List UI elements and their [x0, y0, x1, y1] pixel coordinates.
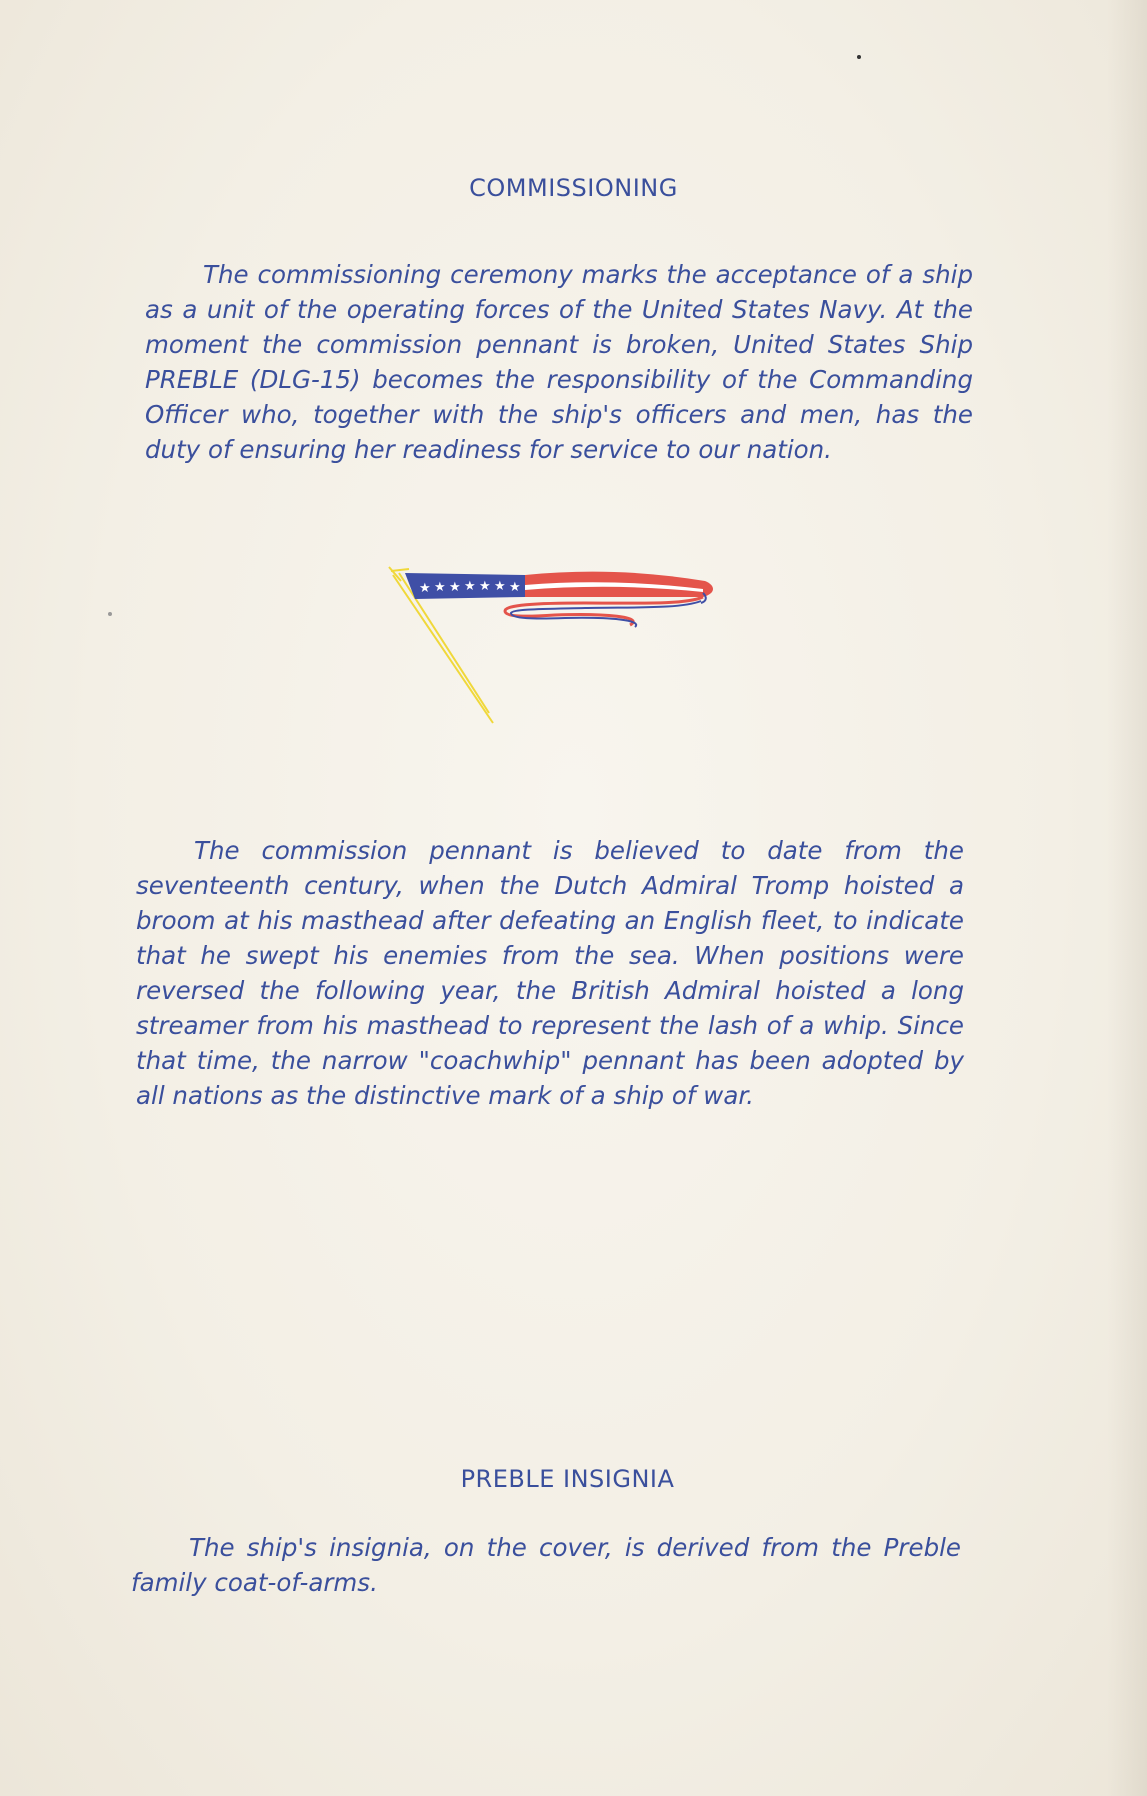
- svg-text:★: ★: [449, 580, 461, 595]
- svg-text:★: ★: [419, 581, 431, 596]
- pennant-history-paragraph: The commission pennant is believed to date from the seventeenth century, when the Dutch Admiral Tromp hoisted a broom at his masthead after defeating an English fleet, to indicate that he swept his enemies from the sea. When positions were reversed the following year, the British Admiral hoisted a long streamer from his masthead to represent the lash of a whip. Since that time, the narrow "coachwhip" pennant has been adopted by all nations as the distinctive mark of a ship of war.: [136, 836, 964, 1110]
- svg-text:★: ★: [434, 580, 446, 595]
- commissioning-heading: COMMISSIONING: [469, 174, 678, 202]
- pennant-streamer: [405, 572, 713, 627]
- pennant-stars: [419, 579, 521, 596]
- svg-text:★: ★: [494, 579, 506, 594]
- insignia-paragraph: The ship's insignia, on the cover, is derived from the Preble family coat-of-arms.: [131, 1533, 961, 1597]
- svg-text:★: ★: [479, 579, 491, 594]
- commissioning-paragraph: The commissioning ceremony marks the acceptance of a ship as a unit of the operating forces of the United States Navy. At the moment the commission pennant is broken, United States Ship PREBLE (DLG-15) becomes the responsibility of the Commanding Officer who, together with the ship's officers and men, has the duty of ensuring her readiness for service to our nation.: [145, 260, 973, 464]
- paper-speck: [857, 55, 861, 59]
- paper-speck: [108, 612, 112, 616]
- svg-text:★: ★: [509, 580, 521, 595]
- commission-pennant-illustration: [385, 563, 720, 728]
- insignia-heading: PREBLE INSIGNIA: [460, 1465, 675, 1493]
- svg-text:★: ★: [464, 579, 476, 594]
